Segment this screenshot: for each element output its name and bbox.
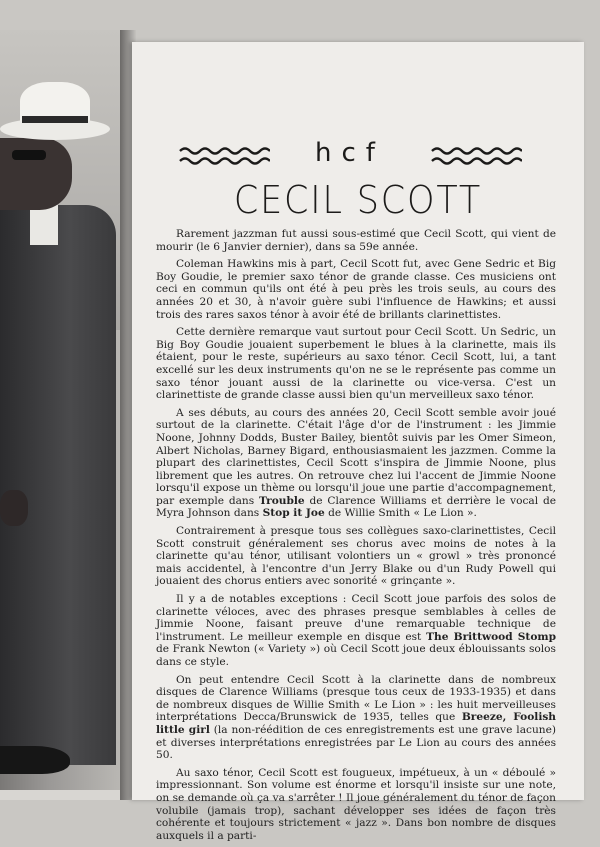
paragraph: Coleman Hawkins mis à part, Cecil Scott fut, avec Gene Sedric et Big Boy Goudie, le premier saxo ténor de grande classe. Ces musiciens ont ceci en commun qu'ils ont été à peu près les trois seuls, au cours des années 20 et 30, à n'avoir guère subi l'influence de Hawkins; et aussi trois des rares saxos ténor à avoir été de brillants clarinettistes.	[156, 258, 556, 321]
jacket	[0, 205, 116, 765]
paragraph: A ses débuts, au cours des années 20, Cecil Scott semble avoir joué surtout de la clarinette. C'était l'âge d'or de l'instrument : les Jimmie Noone, Johnny Dodds, Buster Bailey, bientôt suivis par les Omer Simeon, Albert Nicholas, Barney Bigard, enthousiasmaient les jazzmen. Comme la plupart des clarinettistes, Cecil Scott s'inspira de Jimmie Noone, plus librement que les autres. On retrouve chez lui l'accent de Jimmie Noone lorsqu'il expose un thème ou lorsqu'il joue une partie d'accompagnement, par exemple dans Trouble de Clarence Williams et derrière le vocal de Myra Johnson dans Stop it Joe de Willie Smith « Le Lion ».	[156, 406, 556, 520]
facing-page-photo	[0, 30, 128, 800]
face	[0, 138, 72, 210]
wave-ornament-right-icon	[430, 146, 522, 168]
record-title: Stop it Joe	[262, 507, 325, 520]
article-page	[132, 42, 584, 842]
record-title: Trouble	[259, 494, 305, 507]
paragraph: Il y a de notables exceptions : Cecil Scott joue parfois des solos de clarinette véloces, avec des phrases presque semblables à celles de Jimmie Noone, faisant preuve d'une remarquable technique de l'instrument. Le meilleur exemple en disque est The Brittwood Stomp de Frank Newton (« Variety ») où Cecil Scott joue deux éblouissants solos dans ce style.	[156, 593, 556, 668]
article-body	[156, 228, 556, 847]
paragraph: Rarement jazzman fut aussi sous-estimé que Cecil Scott, qui vient de mourir (le 6 Janvier dernier), dans sa 59e année.	[156, 228, 556, 253]
paragraph: Au saxo ténor, Cecil Scott est fougueux, impétueux, à un « déboulé » impressionnant. Son volume est énorme et lorsqu'il insiste sur une note, on se demande où ça va s'arrêter ! Il joue généralement du ténor de façon volubile (jamais trop), sachant développer ses idées de façon très cohérente et toujours strictement « jazz ». Dans bon nombre de disques auxquels il a parti-	[156, 766, 556, 842]
record-title: Breeze, Foolish little girl	[156, 711, 557, 736]
wave-ornament-left-icon	[178, 146, 270, 168]
portrait-photo	[0, 30, 120, 790]
paragraph: Cette dernière remarque vaut surtout pour Cecil Scott. Un Sedric, un Big Boy Goudie jouaient superbement le blues à la clarinette, mais ils étaient, pour le reste, supérieurs au saxo ténor. Cecil Scott, lui, a tant excellé sur les deux instruments qu'on ne se le représente pas comme un saxo ténor jouant aussi de la clarinette ou vice-versa. C'est un clarinettiste de grande classe aussi bien qu'un merveilleux saxo ténor.	[156, 326, 556, 402]
record-title: The Brittwood Stomp	[426, 630, 556, 643]
paragraph: On peut entendre Cecil Scott à la clarinette dans de nombreux disques de Clarence Williams (presque tous ceux de 1933-1935) et dans de nombreux disques de Willie Smith « Le Lion » : les huit merveilleuses interprétations Decca/Brunswick de 1935, telles que Breeze, Foolish little girl (la non-réédition de ces enregistrements est une grave lacune) et diverses interprétations enregistrées par Le Lion au cours des années 50.	[156, 673, 557, 762]
article-title: CECIL SCOTT	[233, 178, 483, 222]
hcf-logo: hcf	[315, 138, 385, 168]
paragraph: Contrairement à presque tous ses collègues saxo-clarinettistes, Cecil Scott construit généralement ses chorus avec moins de notes à la clarinette qu'au ténor, utilisant volontiers un « growl » très prononcé mais accidentel, à l'encontre d'un Jerry Blake ou d'un Rudy Powell qui jouaient des chorus entiers avec sonorité « grinçante ».	[156, 525, 556, 588]
